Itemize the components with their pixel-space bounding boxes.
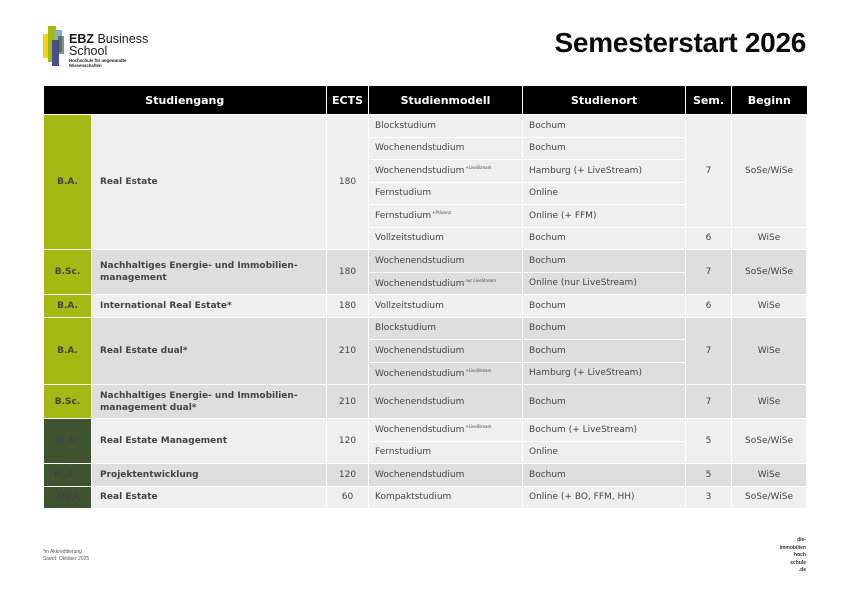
url-part: immobilien: [779, 544, 806, 551]
study-model: Wochenendstudium: [369, 250, 523, 273]
study-model: Vollzeitstudium: [369, 295, 523, 318]
degree-badge: B.Sc.: [44, 385, 92, 419]
start-term: SoSe/WiSe: [732, 486, 807, 509]
url-part: die-: [797, 537, 806, 543]
study-location: Bochum: [523, 464, 686, 487]
start-term: WiSe: [732, 464, 807, 487]
semester-start-table: [43, 86, 807, 509]
study-location: Bochum: [523, 115, 686, 138]
study-location: Online (nur LiveStream): [523, 272, 686, 295]
study-model: Blockstudium: [369, 317, 523, 340]
program-name: International Real Estate*: [92, 295, 327, 318]
degree-badge: M.Sc.: [44, 464, 92, 487]
footnote-date: Stand: Oktober 2025: [43, 556, 90, 562]
program-name: Projektentwicklung: [92, 464, 327, 487]
footnote: [43, 549, 89, 563]
ebz-logo: [40, 24, 170, 70]
study-location: Bochum: [523, 340, 686, 363]
logo-subtitle-line1: Hochschule für angewandte: [69, 58, 127, 63]
study-location: Bochum: [523, 227, 686, 250]
semester-count: 3: [686, 486, 732, 509]
ects-value: 210: [327, 385, 369, 419]
semester-count: 7: [686, 385, 732, 419]
program-name: Real Estate: [92, 115, 327, 250]
semester-count: 6: [686, 295, 732, 318]
ects-value: 210: [327, 317, 369, 385]
url-part: schule: [790, 559, 806, 566]
logo-name-line2: School: [69, 44, 108, 58]
model-superscript: +LiveStream: [465, 165, 492, 171]
model-superscript: +Präsenz: [432, 210, 452, 216]
start-term: WiSe: [732, 295, 807, 318]
semester-count: 7: [686, 115, 732, 228]
study-location: Online (+ FFM): [523, 205, 686, 228]
start-term: SoSe/WiSe: [732, 419, 807, 464]
ects-value: 180: [327, 115, 369, 250]
degree-badge: MBA: [44, 486, 92, 509]
url-part: hoch: [794, 552, 806, 558]
start-term: SoSe/WiSe: [732, 250, 807, 295]
degree-badge: M.A.: [44, 419, 92, 464]
model-superscript: +LiveStream: [465, 367, 492, 373]
study-model: Wochenendstudium$^{+LiveStream}$: [369, 362, 523, 385]
study-model: Wochenendstudium$^{+LiveStream}$: [369, 160, 523, 183]
study-model: Wochenendstudium: [369, 385, 523, 419]
study-location: Bochum: [523, 385, 686, 419]
semester-count: 6: [686, 227, 732, 250]
study-location: Hamburg (+ LiveStream): [523, 362, 686, 385]
study-model: Fernstudium: [369, 182, 523, 205]
table-row: [44, 486, 807, 509]
study-location: Online (+ BO, FFM, HH): [523, 486, 686, 509]
program-name: Real Estate Management: [92, 419, 327, 464]
table-row: [44, 115, 807, 138]
header-studiengang: Studiengang: [44, 86, 327, 115]
study-model: Wochenendstudium: [369, 464, 523, 487]
ects-value: 120: [327, 464, 369, 487]
study-model: Wochenendstudium$^{+LiveStream}$: [369, 419, 523, 442]
table-row: [44, 317, 807, 340]
table-header-row: [44, 86, 807, 115]
study-model: Vollzeitstudium: [369, 227, 523, 250]
start-term: WiSe: [732, 227, 807, 250]
program-name: Real Estate dual*: [92, 317, 327, 385]
page-title: Semesterstart 2026: [554, 27, 806, 58]
url-part: .de: [798, 567, 806, 573]
study-location: Bochum: [523, 250, 686, 273]
start-term: SoSe/WiSe: [732, 115, 807, 228]
header-beginn: Beginn: [732, 86, 807, 115]
logo-name-bold: EBZ: [69, 32, 94, 46]
semester-count: 7: [686, 317, 732, 385]
footnote-accreditation: *in Akkreditierung: [43, 549, 82, 555]
table-row: [44, 250, 807, 273]
logo-mark-icon: [40, 24, 68, 68]
study-location: Bochum: [523, 317, 686, 340]
semester-count: 5: [686, 464, 732, 487]
start-term: WiSe: [732, 385, 807, 419]
header-semester: Sem.: [686, 86, 732, 115]
ects-value: 60: [327, 486, 369, 509]
program-name: Nachhaltiges Energie- und Immobilien- management: [92, 250, 327, 295]
table-row: [44, 464, 807, 487]
ects-value: 180: [327, 295, 369, 318]
model-superscript: +LiveStream: [465, 424, 492, 430]
header-studienmodell: Studienmodell: [369, 86, 523, 115]
study-location: Online: [523, 182, 686, 205]
degree-badge: B.A.: [44, 295, 92, 318]
study-model: Wochenendstudium: [369, 137, 523, 160]
header-ects: ECTS: [327, 86, 369, 115]
website-url: [780, 537, 806, 575]
semester-count: 5: [686, 419, 732, 464]
model-superscript: nur LiveStream: [465, 277, 496, 283]
ects-value: 180: [327, 250, 369, 295]
semester-count: 7: [686, 250, 732, 295]
logo-name-rest: Business: [94, 32, 149, 46]
header-studienort: Studienort: [523, 86, 686, 115]
start-term: WiSe: [732, 317, 807, 385]
table-row: [44, 295, 807, 318]
study-model: Fernstudium: [369, 441, 523, 464]
study-model: Blockstudium: [369, 115, 523, 138]
study-location: Bochum (+ LiveStream): [523, 419, 686, 442]
study-location: Online: [523, 441, 686, 464]
degree-badge: B.Sc.: [44, 250, 92, 295]
study-location: Hamburg (+ LiveStream): [523, 160, 686, 183]
program-name: Nachhaltiges Energie- und Immobilien- management dual*: [92, 385, 327, 419]
degree-badge: B.A.: [44, 317, 92, 385]
logo-subtitle-line2: Wissenschaften: [69, 63, 102, 68]
table-row: [44, 385, 807, 419]
degree-badge: B.A.: [44, 115, 92, 250]
study-model: Wochenendstudium: [369, 340, 523, 363]
program-name: Real Estate: [92, 486, 327, 509]
study-model: Wochenendstudium$^{nur LiveStream}$: [369, 272, 523, 295]
study-model: Fernstudium$^{+Präsenz}$: [369, 205, 523, 228]
study-location: Bochum: [523, 295, 686, 318]
study-model: Kompaktstudium: [369, 486, 523, 509]
study-location: Bochum: [523, 137, 686, 160]
table-row: [44, 419, 807, 442]
ects-value: 120: [327, 419, 369, 464]
